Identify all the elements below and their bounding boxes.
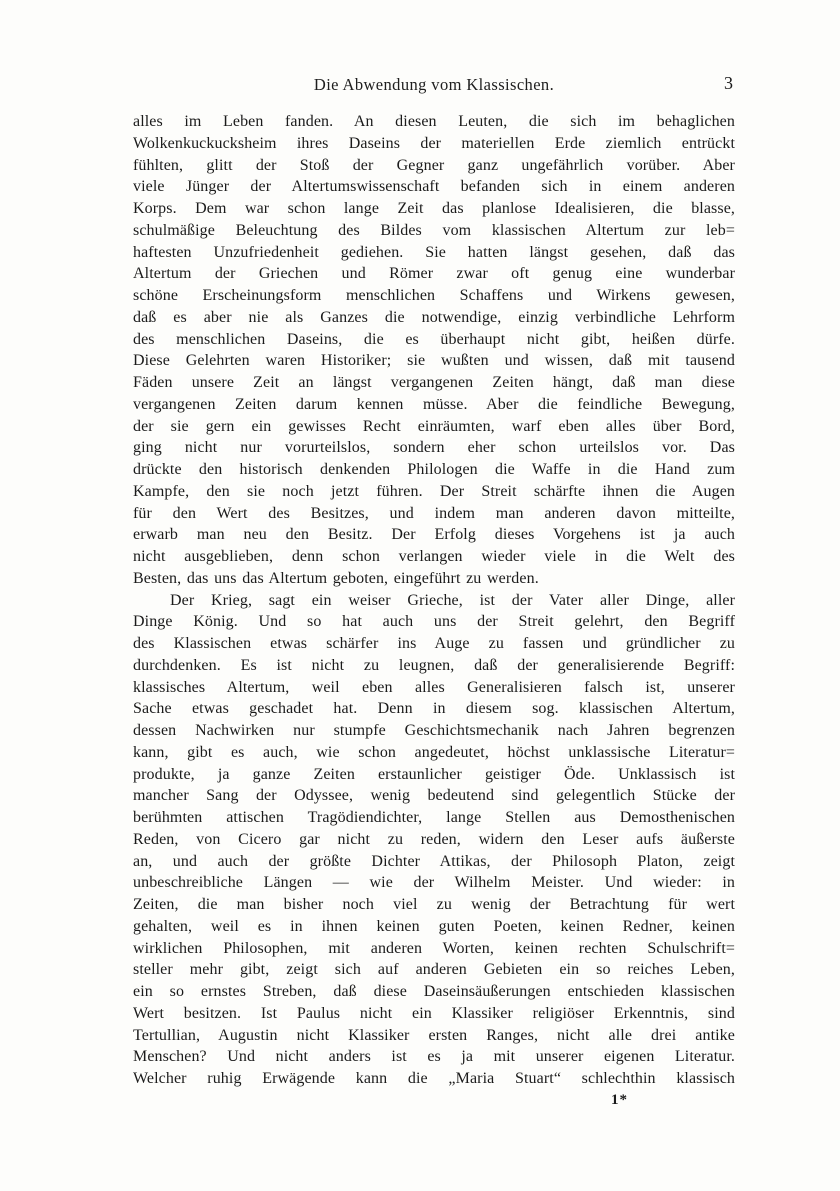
text-line: ein so ernstes Streben, daß diese Daseinsäußerungen entschieden klassischen: [133, 983, 735, 1000]
body-text: [133, 111, 735, 1090]
text-line: alles im Leben fanden. An diesen Leuten, die sich im behaglichen: [133, 113, 735, 130]
text-line: unbeschreibliche Längen — wie der Wilhelm Meister. Und wieder: in: [133, 874, 735, 892]
text-line: kann, gibt es auch, wie schon angedeutet, höchst unklassische Literatur=: [133, 743, 735, 761]
text-line: Altertum der Griechen und Römer zwar oft genug eine wunderbar: [133, 265, 735, 283]
text-line: haftesten Unzufriedenheit gediehen. Sie hatten längst gesehen, daß das: [133, 243, 735, 261]
text-line: Besten, das uns das Altertum geboten, eingeführt zu werden.: [133, 569, 539, 587]
page-number: 3: [724, 73, 733, 93]
text-line: produkte, ja ganze Zeiten erstaunlicher geistiger Öde. Unklassisch ist: [133, 765, 735, 783]
text-line: Kampfe, den sie noch jetzt führen. Der Streit schärfte ihnen die Augen: [133, 482, 735, 500]
signature-mark: 1*: [611, 1092, 628, 1108]
text-line: des menschlichen Daseins, die es überhaupt nicht gibt, heißen dürfe.: [133, 330, 735, 348]
text-line: nicht ausgeblieben, denn schon verlangen wieder viele in die Welt des: [133, 548, 735, 565]
text-line: Wert besitzen. Ist Paulus nicht ein Klassiker religiöser Erkenntnis, sind: [133, 1004, 735, 1022]
text-line: Diese Gelehrten waren Historiker; sie wußten und wissen, daß mit tausend: [133, 352, 735, 370]
text-line: gehalten, weil es in ihnen keinen guten Poeten, keinen Redner, keinen: [133, 917, 735, 935]
text-line: mancher Sang der Odyssee, wenig bedeutend sind gelegentlich Stücke der: [133, 787, 735, 805]
text-line: drückte den historisch denkenden Philologen die Waffe in die Hand zum: [133, 461, 735, 478]
text-line: wirklichen Philosophen, mit anderen Worten, keinen rechten Schulschrift=: [133, 939, 735, 957]
running-header: [133, 75, 735, 97]
text-line: Reden, von Cicero gar nicht zu reden, widern den Leser aufs äußerste: [133, 830, 735, 848]
text-line: Fäden unsere Zeit an längst vergangenen Zeiten hängt, daß man diese: [133, 374, 735, 391]
text-line: für den Wert des Besitzes, und indem man anderen davon mitteilte,: [133, 504, 735, 522]
text-line: berühmten attischen Tragödiendichter, lange Stellen aus Demosthenischen: [133, 809, 735, 826]
text-line: Der Krieg, sagt ein weiser Grieche, ist der Vater aller Dinge, aller: [170, 591, 735, 609]
text-line: vergangenen Zeiten darum kennen müsse. Aber die feindliche Bewegung,: [133, 395, 735, 413]
text-line: fühlten, glitt der Stoß der Gegner ganz ungefährlich vorüber. Aber: [133, 156, 735, 174]
text-line: schulmäßige Beleuchtung des Bildes vom klassischen Altertum zur leb=: [133, 221, 735, 239]
text-line: der sie gern ein gewisses Recht einräumten, warf eben alles über Bord,: [133, 417, 735, 435]
text-line: ging nicht nur vorurteilslos, sondern eher schon urteilslos vor. Das: [133, 439, 735, 457]
text-line: an, und auch der größte Dichter Attikas, der Philosoph Platon, zeigt: [133, 852, 735, 870]
text-line: Welcher ruhig Erwägende kann die „Maria Stuart“ schlechthin klassisch: [133, 1070, 735, 1087]
text-line: daß es aber nie als Ganzes die notwendige, einzig verbindliche Lehrform: [133, 308, 735, 326]
text-line: dessen Nachwirken nur stumpfe Geschichtsmechanik nach Jahren begrenzen: [133, 722, 735, 739]
text-line: Dinge König. Und so hat auch uns der Streit gelehrt, den Begriff: [133, 613, 735, 631]
text-line: viele Jünger der Altertumswissenschaft befanden sich in einem anderen: [133, 178, 735, 196]
text-line: Tertullian, Augustin nicht Klassiker ersten Ranges, nicht alle drei antike: [133, 1026, 735, 1044]
text-line: des Klassischen etwas schärfer ins Auge zu fassen und gründlicher zu: [133, 635, 735, 652]
text-line: Korps. Dem war schon lange Zeit das planlose Idealisieren, die blasse,: [133, 200, 735, 217]
text-line: schöne Erscheinungsform menschlichen Schaffens und Wirkens gewesen,: [133, 287, 735, 304]
text-line: Wolkenkuckucksheim ihres Daseins der materiellen Erde ziemlich entrückt: [133, 134, 735, 152]
text-line: Menschen? Und nicht anders ist es ja mit unserer eigenen Literatur.: [133, 1048, 735, 1066]
text-line: Zeiten, die man bisher noch viel zu wenig der Betrachtung für wert: [133, 896, 735, 913]
text-line: klassisches Altertum, weil eben alles Generalisieren falsch ist, unserer: [133, 678, 735, 696]
text-line: erwarb man neu den Besitz. Der Erfolg dieses Vorgehens ist ja auch: [133, 526, 735, 544]
running-header-title: Die Abwendung vom Klassischen.: [313, 75, 555, 94]
text-line: steller mehr gibt, zeigt sich auf anderen Gebieten ein so reiches Leben,: [133, 961, 735, 979]
text-line: Sache etwas geschadet hat. Denn in diesem sog. klassischen Altertum,: [133, 700, 735, 718]
text-line: durchdenken. Es ist nicht zu leugnen, daß der generalisierende Begriff:: [133, 656, 735, 674]
